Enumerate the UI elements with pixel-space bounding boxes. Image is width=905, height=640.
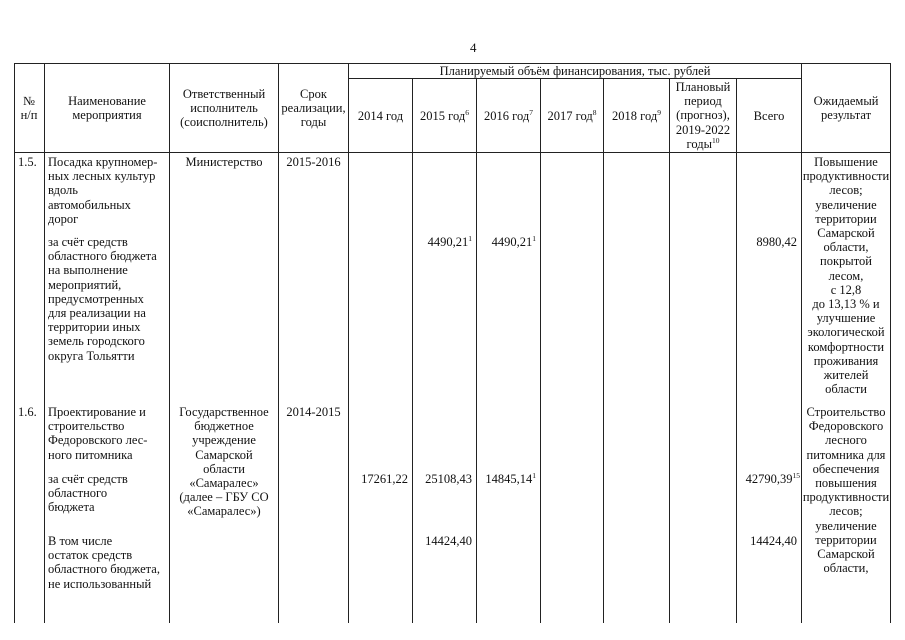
row16-sub2-2015: 14424,40 — [425, 534, 472, 548]
header-term: Срок реализации, годы — [281, 87, 346, 130]
row15-2016: 4490,21$^1$ — [491, 233, 536, 249]
header-result: Ожидаемый результат — [813, 94, 879, 123]
page-number: 4 — [470, 40, 477, 55]
header-planned: Плановый период (прогноз), 2019-2022 годы$^{10}$ — [675, 80, 731, 151]
row16-name: Проектирование и строительство Федоровского лес- ного питомника — [48, 405, 148, 462]
header-2016: 2016 год$^7$ — [484, 107, 533, 123]
row15-result: Повышение продуктивности лесов; увеличение территории Самарской области, покрытой лесом, с 12,8 до 13,13 % и улучшение экологической комфортности проживания жителей области — [802, 155, 890, 397]
row16-sub-name: за счёт средств областного бюджета — [48, 472, 128, 515]
row15-total: 8980,42 — [756, 235, 797, 249]
col-border-12 — [890, 63, 891, 623]
header-name: Наименование мероприятия — [68, 94, 146, 123]
header-responsible: Ответственный исполнитель (соисполнитель) — [180, 87, 268, 130]
header-2015: 2015 год$^6$ — [420, 107, 469, 123]
row16-2015: 25108,43 — [425, 472, 472, 486]
row15-2015: 4490,21$^1$ — [427, 233, 472, 249]
header-2017: 2017 год$^8$ — [547, 107, 597, 123]
col-border-9 — [669, 78, 670, 623]
header-2018: 2018 год$^9$ — [612, 107, 661, 123]
col-border-0 — [14, 63, 15, 623]
header-funding: Планируемый объём финансирования, тыс. рублей — [439, 64, 711, 78]
financing-table — [14, 63, 890, 623]
row16-term: 2014-2015 — [286, 405, 341, 419]
col-border-7 — [540, 78, 541, 623]
row16-responsible: Государственное бюджетное учреждение Самарской области «Самаралес» (далее – ГБУ СО «Самаралес») — [179, 405, 269, 519]
row15-term: 2015-2016 — [286, 155, 341, 169]
col-border-2 — [169, 63, 170, 623]
row15-num: 1.5. — [18, 155, 37, 169]
header-bottom-line — [14, 152, 890, 153]
row16-sub2-total: 14424,40 — [750, 534, 797, 548]
row15-sub-name: за счёт средств областного бюджета на выполнение мероприятий, предусмотренных для реализации на территории иных земель городского округа Тольятти — [48, 235, 157, 363]
header-num: № н/п — [20, 94, 38, 123]
header-2014: 2014 год — [357, 109, 404, 123]
row16-sub2-name: В том числе остаток средств областного бюджета, не использованный — [48, 534, 160, 591]
row15-responsible: Министерство — [185, 155, 263, 169]
row16-2014: 17261,22 — [361, 472, 408, 486]
row15-name: Посадка крупномер- ных лесных культур вдоль автомобильных дорог — [48, 155, 158, 226]
col-border-1 — [44, 63, 45, 623]
header-total: Всего — [753, 109, 785, 123]
row16-result: Строительство Федоровского лесного питомника для обеспечения повышения продуктивности лесов; увеличение территории Самарской области, — [802, 405, 890, 576]
row16-2016: 14845,14$^1$ — [485, 470, 536, 486]
col-border-4 — [348, 63, 349, 623]
row16-num: 1.6. — [18, 405, 37, 419]
row16-total: 42790,39$^{15}$ — [745, 470, 800, 486]
col-border-6 — [476, 78, 477, 623]
col-border-3 — [278, 63, 279, 623]
col-border-8 — [603, 78, 604, 623]
